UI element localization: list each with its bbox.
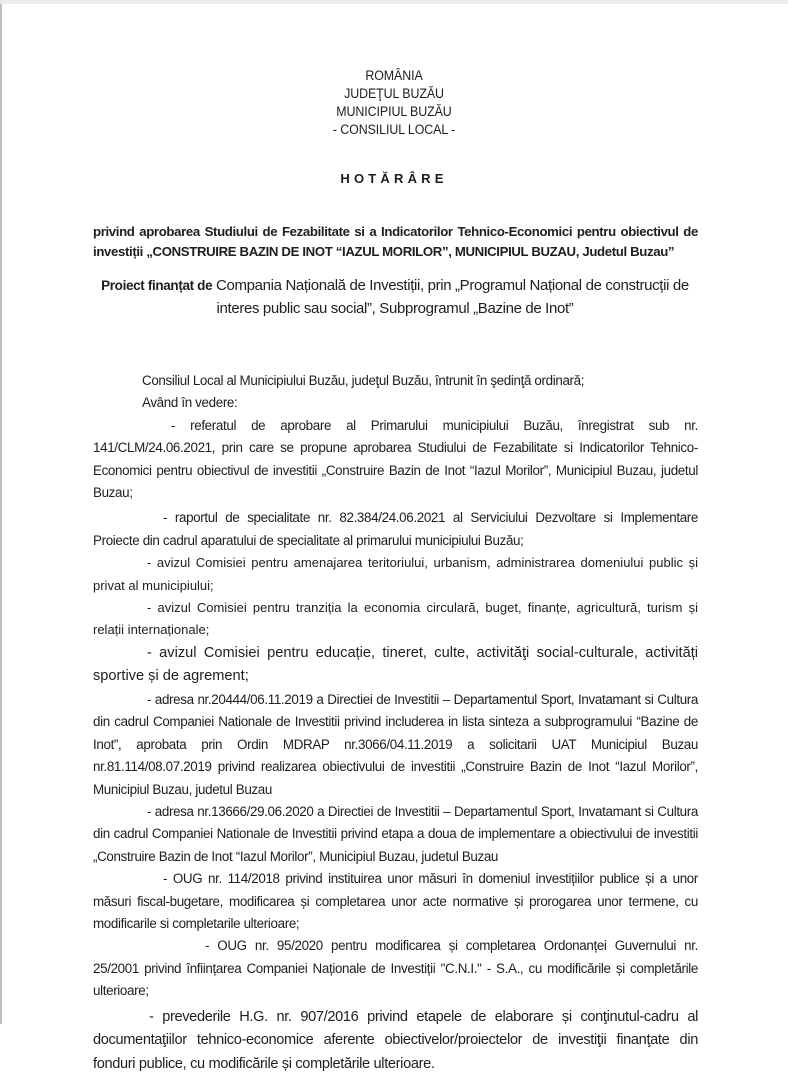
header-municipality: MUNICIPIUL BUZĂU: [336, 104, 452, 119]
intro-paragraph: Consiliul Local al Municipiului Buzău, judeţul Buzău, întrunit în şedinţă ordinară;: [142, 373, 585, 388]
list-item-adresa-20444: - adresa nr.20444/06.11.2019 a Directiei de Investitii – Departamentul Sport, Invatamant si Cultura din cadrul Companiei Nationale de Investitii privind includerea in lista sinteza a subprogramului “Bazine de Inot”, aprobata prin Ordin MDRAP nr.3066/04.11.2019 a solicitarii UAT Municipiul Buzau nr.81.114/08.07.2019 privind realizarea obiectivului de investitii „Construire Bazin de Inot “Iazul Morilor”, Municipiul Buzau, judetul Buzau: [93, 691, 698, 797]
funding-text: Compania Națională de Investiții, prin „Programul Național de construcții de interes public sau social”, Subprogramul „Bazine de Inot”: [212, 277, 689, 317]
decision-subject: privind aprobarea Studiului de Fezabilitate si a Indicatorilor Tehnico-Economici pentru obiectivul de investiții „CONSTRUIRE BAZIN DE INOT “IAZUL MORILOR”, MUNICIPIUL BUZAU, Judetul Buzau”: [93, 224, 698, 259]
document-body: [93, 370, 698, 1076]
list-item-adresa-13666: - adresa nr.13666/29.06.2020 a Directiei de Investitii – Departamentul Sport, Invatamant si Cultura din cadrul Companiei Nationale de Investitii privind etapa a doua de implementare a obiectivului de investitii „Construire Bazin de Inot “Iazul Morilor”, Municipiul Buzau, judetul Buzau: [93, 803, 698, 864]
header-council: - CONSILIUL LOCAL -: [332, 122, 456, 137]
funding-statement: [80, 274, 710, 320]
list-item-hg-907: - prevederile H.G. nr. 907/2016 privind etapele de elaborare și conţinutul-cadru al documentaţiilor tehnico-economice aferente obiectivelor/proiectelor de investiţii finanţate din fonduri publice, cu modificările și completările ulterioare.: [93, 1008, 698, 1072]
considering-heading: Având în vedere:: [142, 395, 238, 411]
funding-label: Proiect finanțat de: [101, 278, 213, 293]
list-item-aviz-educatie: - avizul Comisiei pentru educație, tineret, culte, activităţi social-culturale, activități sportive și de agrement;: [93, 644, 698, 685]
issuer-header: [0, 67, 788, 139]
list-item-referat: - referatul de aprobare al Primarului municipiului Buzău, înregistrat sub nr. 141/CLM/24.06.2021, prin care se propune aprobarea Studiului de Fezabilitate si Indicatorilor Tehnico-Economici pentru obiectivul de investitii „Construire Bazin de Inot “Iazul Morilor”, Municipiul Buzau, judetul Buzau;: [93, 417, 698, 501]
header-county: JUDEŢUL BUZĂU: [344, 86, 444, 101]
header-country: ROMÂNIA: [365, 68, 423, 83]
list-item-oug-95: - OUG nr. 95/2020 pentru modificarea și completarea Ordonanței Guvernului nr. 25/2001 privind înființarea Companiei Naționale de Investiții "C.N.I." - S.A., cu modificările și completările ulterioare;: [93, 938, 698, 999]
list-item-raport: - raportul de specialitate nr. 82.384/24.06.2021 al Serviciului Dezvoltare si Implementare Proiecte din cadrul aparatului de specialitate al primarului municipiului Buzău;: [93, 510, 698, 548]
list-item-oug-114: - OUG nr. 114/2018 privind instituirea unor măsuri în domeniul investițiilor publice și a unor măsuri fiscal-bugetare, modificarea și completarea unor acte normative și prorogarea unor termene, cu modificarile si completarile ulterioare;: [93, 871, 698, 931]
document-title: HOTĂRÂRE: [340, 171, 448, 186]
list-item-aviz-buget: - avizul Comisiei pentru tranziția la economia circulară, buget, finanțe, agricultură, turism și relații internaționale;: [93, 600, 698, 638]
list-item-aviz-urbanism: - avizul Comisiei pentru amenajarea teritoriului, urbanism, administrarea domeniului public și privat al municipiului;: [93, 555, 698, 593]
